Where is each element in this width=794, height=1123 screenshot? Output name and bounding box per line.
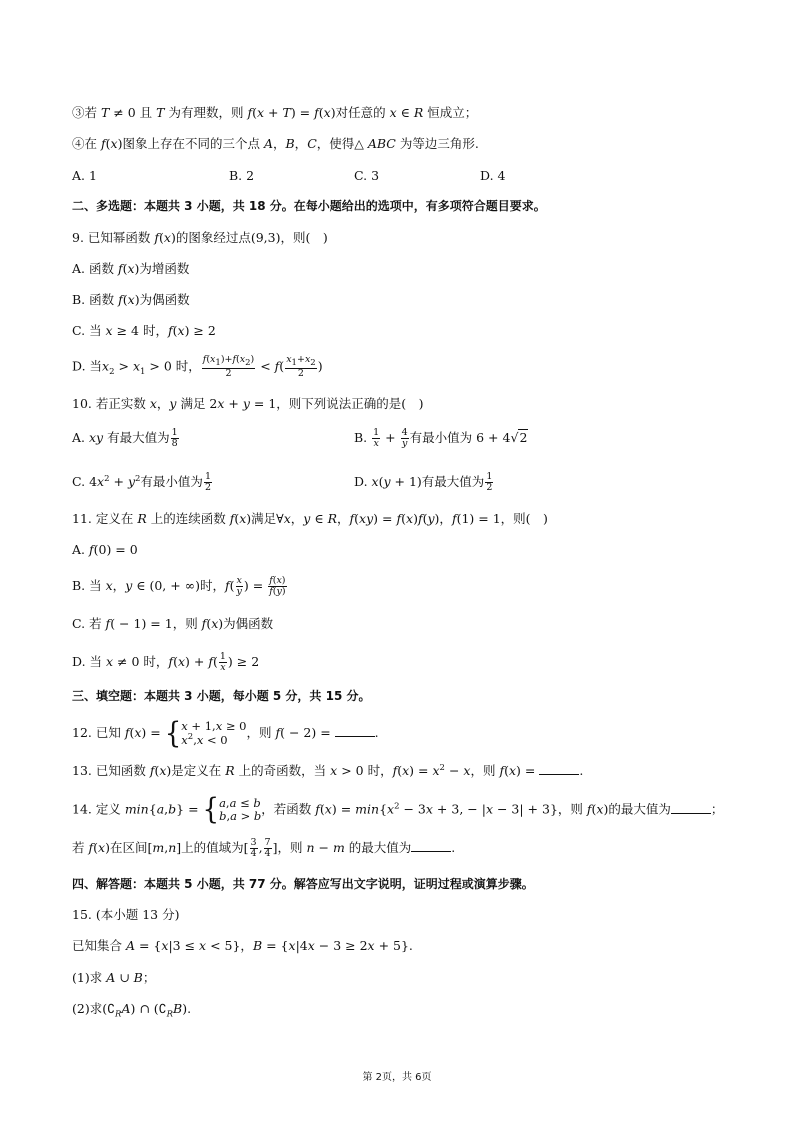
q9-option-d: D. 当$x_2 > x_1 > 0$ 时， $\frac{f(x_1)+f(x_2)}{2}$ < f( $\frac{x_1+x_2}{2}$ ) xyxy=(72,354,323,379)
q14-line-1: 14. 定义 min{a,b} = { a,a ≤ b b,a > b ，若函数 $f(x) = \min\{x^2 - 3x + 3$, − |x − 3| + 3}，则 f(x)的最大值为 ； xyxy=(72,793,724,827)
q13-stem: 13. 已知函数 f(x)是定义在 R 上的奇函数，当 x > 0 时，$f(x) = x^2 - x$，则 f(x) = . xyxy=(72,763,584,779)
q8-item-3: ③若 T ≠ 0 且 T 为有理数，则 f(x + T) = f(x)对任意的 x ∈ R 恒成立； xyxy=(72,105,478,120)
q11-option-c: C. 若 f( − 1) = 1，则 f(x)为偶函数 xyxy=(72,616,274,631)
q8-option-b: B. 2 xyxy=(229,168,255,183)
q10-option-b: B. $\frac{1}{x}$ + $\frac{4}{y}$ 有最小值为 6 + 4√2 xyxy=(354,427,528,449)
q15-title: 15. (本小题 13 分) xyxy=(72,907,180,922)
q14-line-2: 若 f(x)在区间[m,n]上的值域为[ $\frac{3}{4}$ , $\frac{7}{4}$ ]，则 n − m 的最大值为 . xyxy=(72,837,456,859)
section-2-heading: 二、多选题：本题共 3 小题，共 18 分。在每小题给出的选项中，有多项符合题目要求。 xyxy=(72,199,546,213)
section-4-heading: 四、解答题：本题共 5 小题，共 77 分。解答应写出文字说明，证明过程或演算步骤。 xyxy=(72,877,534,891)
q10-option-c: C. $4x^2 + y^2$有最小值为 $\frac{1}{2}$ xyxy=(72,471,211,493)
q10-option-a: A. xy 有最大值为 $\frac{1}{8}$ xyxy=(72,427,178,449)
q10-option-d: D. x(y + 1)有最大值为 $\frac{1}{2}$ xyxy=(354,471,493,493)
q8-item-4: ④在 f(x)图象上存在不同的三个点 A，B，C，使得△ ABC 为等边三角形. xyxy=(72,136,479,151)
q15-stem: 已知集合 A = {x|3 ≤ x < 5}，B = {x|4x − 3 ≥ 2x + 5}. xyxy=(72,938,413,953)
q8-option-a: A. 1 xyxy=(72,168,97,183)
q15-part-1: (1)求 A ∪ B； xyxy=(72,970,156,985)
page-footer: 第 2页，共 6页 xyxy=(362,1072,432,1083)
q9-option-a: A. 函数 f(x)为增函数 xyxy=(72,261,190,276)
q10-stem: 10. 若正实数 x，y 满足 2x + y = 1，则下列说法正确的是( ) xyxy=(72,396,424,411)
q11-option-d: D. 当 x ≠ 0 时，f(x) + f( $\frac{1}{x}$ ) ≥ 2 xyxy=(72,651,260,673)
q11-stem: 11. 定义在 R 上的连续函数 f(x)满足∀x，y ∈ R，f(xy) = f(x)f(y)，f(1) = 1，则( ) xyxy=(72,511,548,526)
q8-option-d: D. 4 xyxy=(480,168,506,183)
q9-option-c: C. 当 x ≥ 4 时，f(x) ≥ 2 xyxy=(72,323,216,338)
q11-option-b: B. 当 x，y ∈ (0, + ∞)时，f( $\frac{x}{y}$ ) = $\frac{f(x)}{f(y)}$ xyxy=(72,575,286,597)
q11-option-a: A. f(0) = 0 xyxy=(72,542,138,557)
q8-option-c: C. 3 xyxy=(354,168,380,183)
section-3-heading: 三、填空题：本题共 3 小题，每小题 5 分，共 15 分。 xyxy=(72,689,371,703)
q9-option-b: B. 函数 f(x)为偶函数 xyxy=(72,292,190,307)
q9-stem: 9. 已知幂函数 f(x)的图象经过点(9,3)，则( ) xyxy=(72,230,328,245)
q15-part-2: (2)求$(∁_RA)$ ∩ $(∁_RB)$. xyxy=(72,1001,192,1020)
q12-stem: 12. 已知 f(x) = { x + 1,x ≥ 0 $x^2,x < 0$ ，则 f( − 2) = . xyxy=(72,717,379,751)
